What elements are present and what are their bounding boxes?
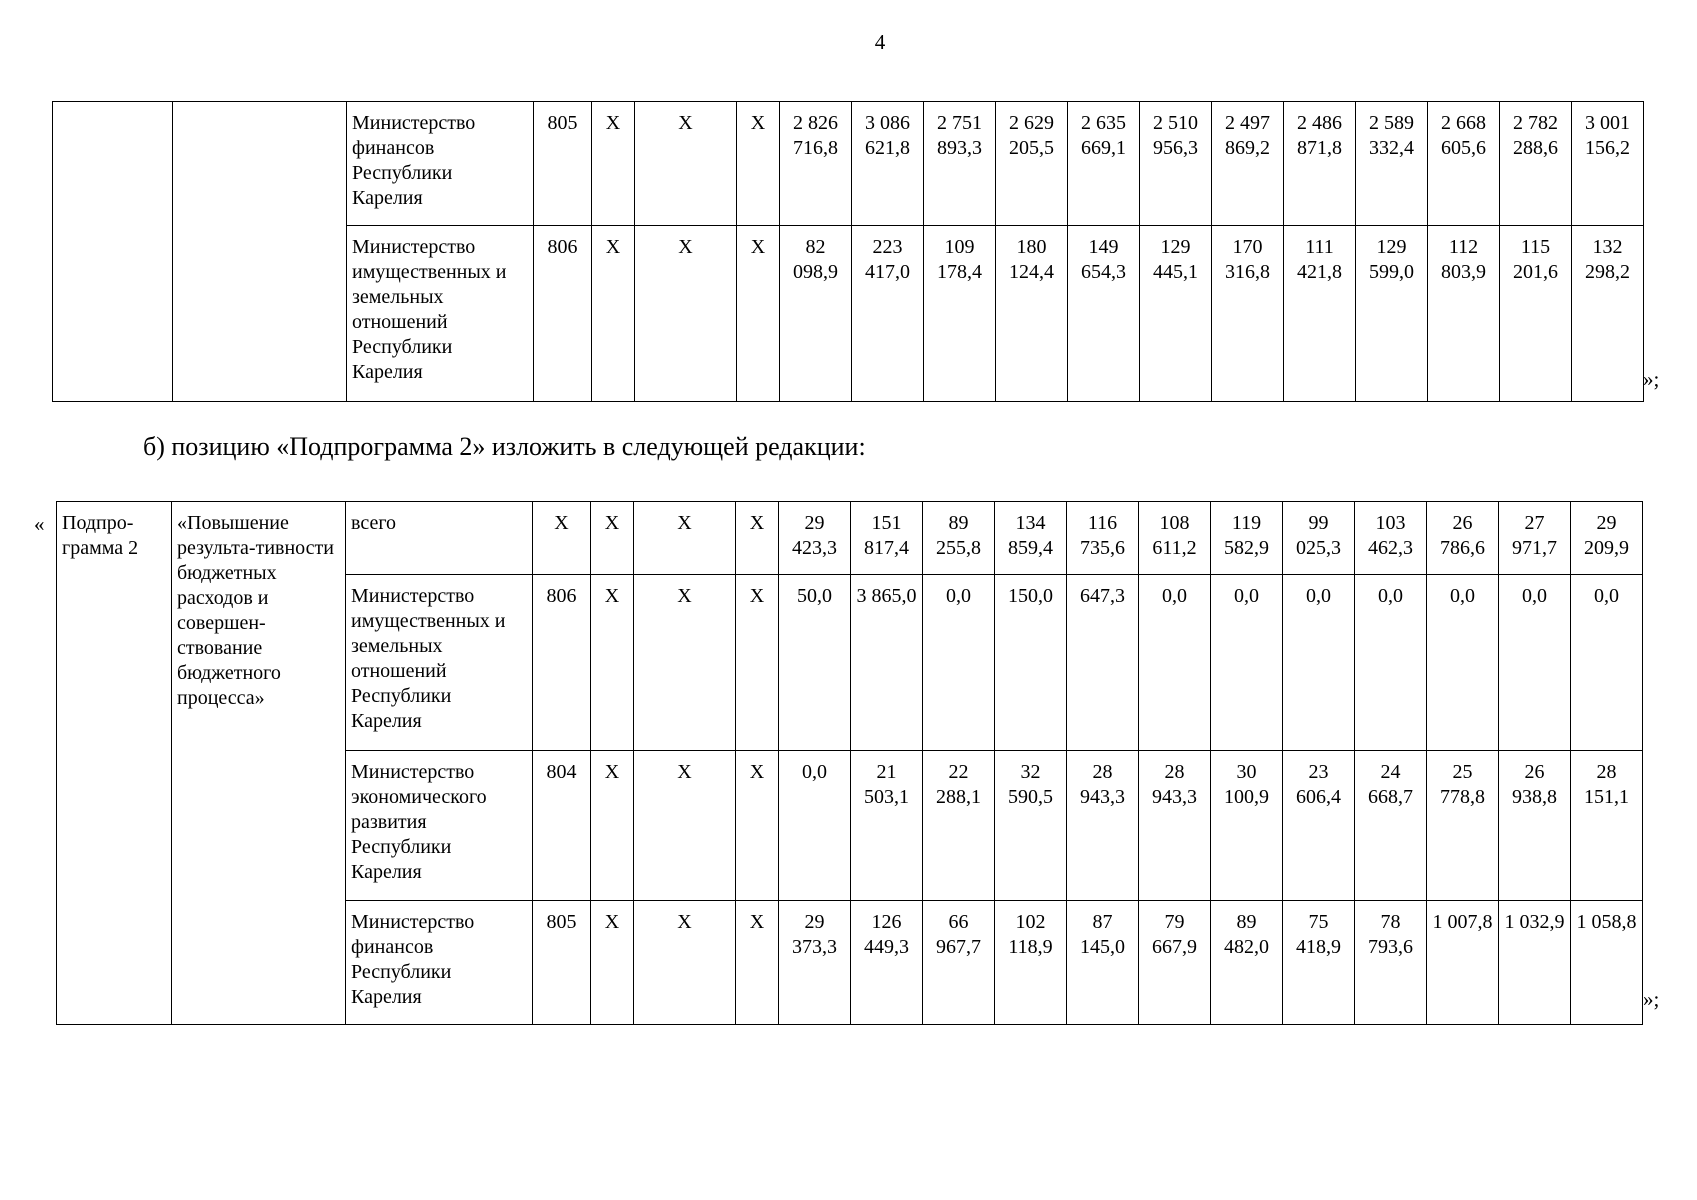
value-cell: 82 098,9	[780, 226, 852, 402]
value-cell: 1 007,8	[1427, 901, 1499, 1025]
value-cell: 151 817,4	[851, 502, 923, 575]
x-cell: X	[592, 102, 635, 226]
value-cell: 26 938,8	[1499, 751, 1571, 901]
x-cell: X	[737, 226, 780, 402]
value-cell: 2 510 956,3	[1140, 102, 1212, 226]
value-cell: 119 582,9	[1211, 502, 1283, 575]
value-cell: 102 118,9	[995, 901, 1067, 1025]
value-cell: 89 255,8	[923, 502, 995, 575]
x-cell: X	[736, 901, 779, 1025]
value-cell: 132 298,2	[1572, 226, 1644, 402]
value-cell: 109 178,4	[924, 226, 996, 402]
value-cell: 0,0	[1499, 575, 1571, 751]
empty-cell	[53, 102, 173, 402]
executor-cell: всего	[346, 502, 533, 575]
executor-cell: Министерство финансов Республики Карелия	[346, 901, 533, 1025]
value-cell: 75 418,9	[1283, 901, 1355, 1025]
value-cell: 0,0	[923, 575, 995, 751]
value-cell: 0,0	[779, 751, 851, 901]
value-cell: 79 667,9	[1139, 901, 1211, 1025]
subprogram-2-table	[56, 501, 1643, 1025]
x-cell: X	[736, 751, 779, 901]
value-cell: 180 124,4	[996, 226, 1068, 402]
amendment-text: б) позицию «Подпрограмма 2» изложить в следующей редакции:	[143, 432, 866, 461]
value-cell: 2 668 605,6	[1428, 102, 1500, 226]
value-cell: 99 025,3	[1283, 502, 1355, 575]
value-cell: 0,0	[1355, 575, 1427, 751]
closing-quote: »;	[1643, 987, 1660, 1011]
value-cell: 28 151,1	[1571, 751, 1643, 901]
x-cell: X	[591, 751, 634, 901]
executor-cell: Министерство имущественных и земельных отношений Республики Карелия	[346, 575, 533, 751]
value-cell: 126 449,3	[851, 901, 923, 1025]
opening-quote: «	[34, 512, 45, 536]
code-cell: X	[533, 502, 591, 575]
x-cell: X	[635, 102, 737, 226]
value-cell: 2 589 332,4	[1356, 102, 1428, 226]
value-cell: 2 497 869,2	[1212, 102, 1284, 226]
value-cell: 129 599,0	[1356, 226, 1428, 402]
value-cell: 78 793,6	[1355, 901, 1427, 1025]
value-cell: 2 826 716,8	[780, 102, 852, 226]
table-row	[57, 502, 1643, 575]
value-cell: 108 611,2	[1139, 502, 1211, 575]
table-row	[53, 102, 1644, 226]
value-cell: 0,0	[1427, 575, 1499, 751]
value-cell: 87 145,0	[1067, 901, 1139, 1025]
x-cell: X	[592, 226, 635, 402]
value-cell: 89 482,0	[1211, 901, 1283, 1025]
value-cell: 25 778,8	[1427, 751, 1499, 901]
value-cell: 32 590,5	[995, 751, 1067, 901]
page-number: 4	[874, 30, 886, 54]
value-cell: 129 445,1	[1140, 226, 1212, 402]
value-cell: 2 635 669,1	[1068, 102, 1140, 226]
value-cell: 0,0	[1211, 575, 1283, 751]
value-cell: 29 373,3	[779, 901, 851, 1025]
value-cell: 29 209,9	[1571, 502, 1643, 575]
value-cell: 28 943,3	[1067, 751, 1139, 901]
value-cell: 111 421,8	[1284, 226, 1356, 402]
value-cell: 3 086 621,8	[852, 102, 924, 226]
value-cell: 3 001 156,2	[1572, 102, 1644, 226]
x-cell: X	[634, 575, 736, 751]
x-cell: X	[634, 751, 736, 901]
value-cell: 26 786,6	[1427, 502, 1499, 575]
value-cell: 23 606,4	[1283, 751, 1355, 901]
x-cell: X	[635, 226, 737, 402]
executor-cell: Министерство финансов Республики Карелия	[347, 102, 534, 226]
budget-table-continuation	[52, 101, 1644, 402]
value-cell: 0,0	[1283, 575, 1355, 751]
x-cell: X	[634, 502, 736, 575]
value-cell: 103 462,3	[1355, 502, 1427, 575]
value-cell: 149 654,3	[1068, 226, 1140, 402]
value-cell: 30 100,9	[1211, 751, 1283, 901]
value-cell: 22 288,1	[923, 751, 995, 901]
value-cell: 2 629 205,5	[996, 102, 1068, 226]
value-cell: 29 423,3	[779, 502, 851, 575]
value-cell: 115 201,6	[1500, 226, 1572, 402]
value-cell: 50,0	[779, 575, 851, 751]
value-cell: 2 782 288,6	[1500, 102, 1572, 226]
value-cell: 134 859,4	[995, 502, 1067, 575]
value-cell: 21 503,1	[851, 751, 923, 901]
value-cell: 170 316,8	[1212, 226, 1284, 402]
value-cell: 28 943,3	[1139, 751, 1211, 901]
value-cell: 1 032,9	[1499, 901, 1571, 1025]
value-cell: 0,0	[1571, 575, 1643, 751]
value-cell: 3 865,0	[851, 575, 923, 751]
value-cell: 112 803,9	[1428, 226, 1500, 402]
executor-cell: Министерство имущественных и земельных отношений Республики Карелия	[347, 226, 534, 402]
value-cell: 647,3	[1067, 575, 1139, 751]
code-cell: 806	[534, 226, 592, 402]
closing-quote: »;	[1643, 367, 1660, 391]
empty-cell	[173, 102, 347, 402]
value-cell: 24 668,7	[1355, 751, 1427, 901]
code-cell: 804	[533, 751, 591, 901]
code-cell: 806	[533, 575, 591, 751]
x-cell: X	[591, 502, 634, 575]
code-cell: 805	[533, 901, 591, 1025]
subprogram-title-cell: «Повышение результа-тивности бюджетных расходов и совершен-ствование бюджетного процесса»	[172, 502, 346, 1025]
x-cell: X	[736, 502, 779, 575]
value-cell: 150,0	[995, 575, 1067, 751]
x-cell: X	[736, 575, 779, 751]
value-cell: 1 058,8	[1571, 901, 1643, 1025]
value-cell: 116 735,6	[1067, 502, 1139, 575]
value-cell: 2 486 871,8	[1284, 102, 1356, 226]
value-cell: 66 967,7	[923, 901, 995, 1025]
value-cell: 2 751 893,3	[924, 102, 996, 226]
value-cell: 27 971,7	[1499, 502, 1571, 575]
x-cell: X	[737, 102, 780, 226]
value-cell: 223 417,0	[852, 226, 924, 402]
subprogram-cell: Подпро-грамма 2	[57, 502, 172, 1025]
x-cell: X	[634, 901, 736, 1025]
x-cell: X	[591, 575, 634, 751]
value-cell: 0,0	[1139, 575, 1211, 751]
x-cell: X	[591, 901, 634, 1025]
executor-cell: Министерство экономического развития Республики Карелия	[346, 751, 533, 901]
code-cell: 805	[534, 102, 592, 226]
